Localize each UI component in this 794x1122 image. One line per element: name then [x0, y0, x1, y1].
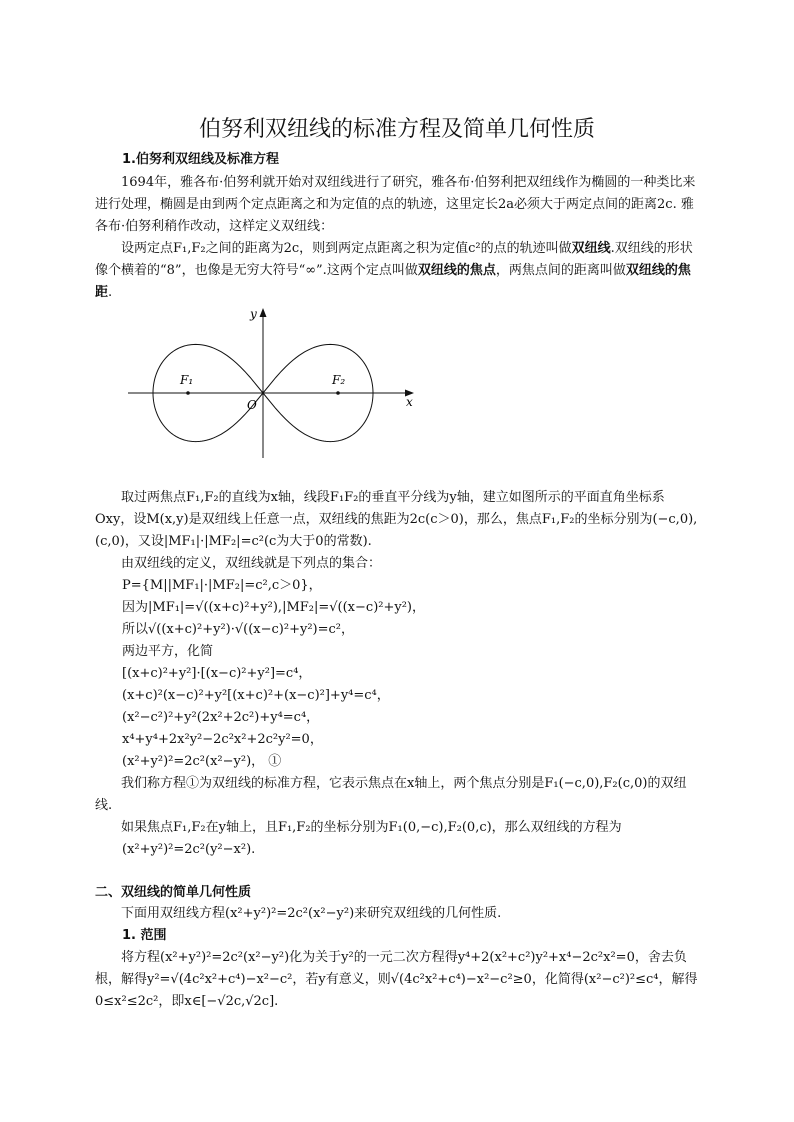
focus-label-2: F₂ — [332, 373, 346, 387]
definition-text-4: . — [108, 285, 113, 300]
definition-text-3: ，两焦点间的距离叫做 — [495, 263, 626, 278]
equation-step-4: x⁴+y⁴+2x²y²−2c²x²+2c²y²=0， — [122, 732, 323, 747]
equation-distances: 因为|MF₁|=√((x+c)²+y²),|MF₂|=√((x−c)²+y²)， — [122, 600, 425, 615]
focus-point-1 — [186, 391, 190, 395]
term-lemniscate: 双纽线 — [571, 241, 611, 256]
paragraph-history: 1694年，雅各布·伯努利就开始对双纽线进行了研究，雅各布·伯努利把双纽线作为椭圆的一种类比来进行处理，椭圆是由到两个定点距离之和为定值的点的轨迹，这里定长2a必须大于两定点间的距离2c. 雅各布·伯努利稍作改动，这样定义双纽线： — [95, 175, 696, 234]
term-foci: 双纽线的焦点 — [417, 263, 496, 278]
lemniscate-figure — [118, 300, 428, 460]
origin-label: O — [247, 398, 257, 412]
equation-standard-form: (x²+y²)²=2c²(x²−y²)， ① — [122, 754, 282, 769]
focus-point-2 — [336, 391, 340, 395]
x-axis-label: x — [406, 395, 413, 409]
equation-y-axis-form: (x²+y²)²=2c²(y²−x²). — [122, 842, 256, 857]
paragraph-properties-intro: 下面用双纽线方程(x²+y²)²=2c²(x²−y²)来研究双纽线的几何性质. — [121, 906, 502, 921]
y-axis-arrow — [260, 308, 267, 317]
equation-product: 所以√((x+c)²+y²)·√((x−c)²+y²)=c²， — [122, 622, 354, 637]
subheading-range: 1. 范围 — [122, 928, 167, 943]
equation-set: P={M||MF₁|·|MF₂|=c²,c＞0}， — [122, 578, 322, 593]
section-heading-2: 二、双纽线的简单几何性质 — [95, 885, 252, 900]
term-focal-distance: 双纽线的焦距 — [95, 263, 691, 300]
focus-label-1: F₁ — [180, 373, 194, 387]
section-heading-1: 1.伯努利双纽线及标准方程 — [122, 152, 279, 167]
page-title: 伯努利双纽线的标准方程及简单几何性质 — [198, 117, 595, 142]
paragraph-y-axis-foci: 如果焦点F₁,F₂在y轴上，且F₁,F₂的坐标分别为F₁(0,−c),F₂(0,c)，那么双纽线的方程为 — [121, 820, 622, 835]
definition-text-2: .双纽线的形状像个横着的“8”，也像是无穷大符号“∞”.这两个定点叫做 — [95, 241, 693, 278]
paragraph-standard-equation: 我们称方程①为双纽线的标准方程，它表示焦点在x轴上，两个焦点分别是F₁(−c,0),F₂(c,0)的双纽线. — [95, 776, 687, 813]
y-axis-label: y — [250, 307, 257, 321]
paragraph-coordinates: 取过两焦点F₁,F₂的直线为x轴，线段F₁F₂的垂直平分线为y轴，建立如图所示的平面直角坐标系Oxy，设M(x,y)是双纽线上任意一点，双纽线的焦距为2c(c＞0)，那么，焦点F₁,F₂的坐标分别为(−c,0),(c,0)，又设|MF₁|·|MF₂|=c²(c为大于0的常数). — [95, 490, 698, 549]
paragraph-definition — [95, 238, 701, 304]
equation-step-3: (x²−c²)²+y²(2x²+2c²)+y⁴=c⁴， — [122, 710, 320, 725]
text-square-both-sides: 两边平方，化简 — [122, 644, 214, 659]
equation-step-1: [(x+c)²+y²]·[(x−c)²+y²]=c⁴， — [122, 666, 312, 681]
paragraph-set-intro: 由双纽线的定义，双纽线就是下列点的集合： — [121, 556, 382, 571]
definition-text-1: 设两定点F₁,F₂之间的距离为2c，则到两定点距离之积为定值c²的点的轨迹叫做 — [121, 241, 572, 256]
paragraph-range: 将方程(x²+y²)²=2c²(x²−y²)化为关于y²的一元二次方程得y⁴+2(x²+c²)y²+x⁴−2c²x²=0，舍去负根，解得y²=√(4c²x²+c⁴)−x²−c²，若y有意义，则√(4c²x²+c⁴)−x²−c²≥0，化简得(x²−c²)²≤c⁴，解得0≤x²≤2c²，即x∈[−√2c,√2c]. — [95, 950, 698, 1009]
equation-step-2: (x+c)²(x−c)²+y²[(x+c)²+(x−c)²]+y⁴=c⁴， — [122, 688, 390, 703]
